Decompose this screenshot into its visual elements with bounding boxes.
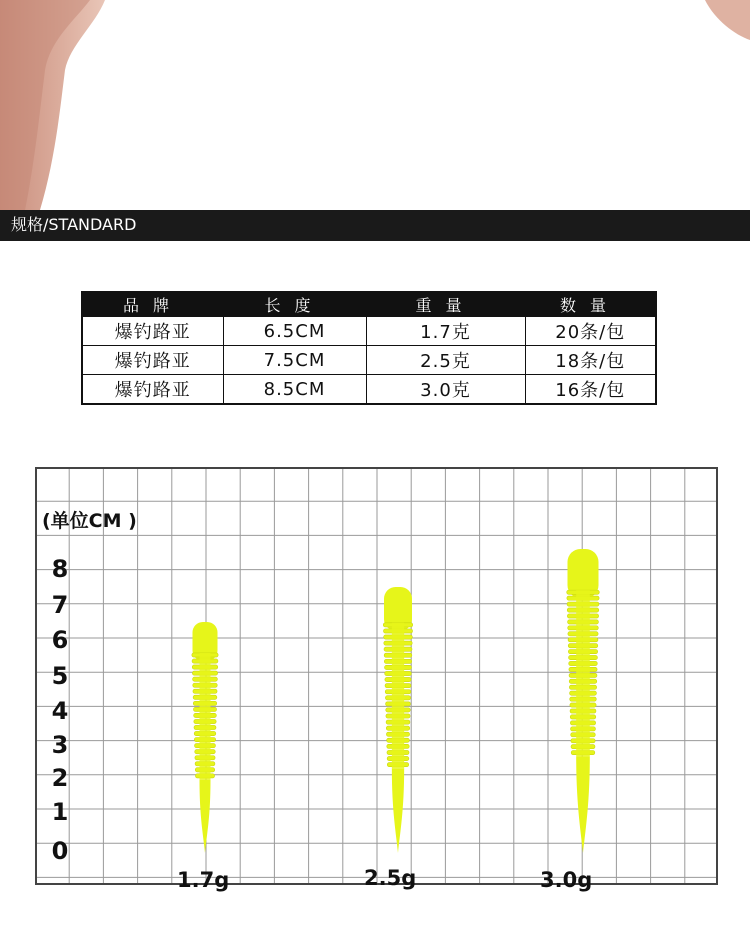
table-header-row [82, 292, 656, 317]
scale-tick-7: 7 [51, 591, 69, 619]
bait-core [392, 623, 404, 769]
bait-image-medium [370, 585, 426, 855]
cell-brand: 爆钓路亚 [82, 375, 223, 405]
bait-core [576, 590, 590, 756]
bait-image-large [552, 547, 614, 855]
bait-tail [392, 769, 404, 853]
cell-weight: 3.0克 [366, 375, 525, 405]
bait-weight-label: 1.7g [177, 868, 230, 892]
header-length: 长度 [223, 292, 366, 317]
cell-quantity: 18条/包 [525, 346, 656, 375]
bait-image-small [180, 620, 230, 855]
bait-core [200, 653, 211, 780]
cell-weight: 2.5克 [366, 346, 525, 375]
unit-label: (单位CM ) [42, 510, 137, 532]
header-quantity: 数量 [525, 292, 656, 317]
cell-brand: 爆钓路亚 [82, 346, 223, 375]
scale-tick-2: 2 [51, 764, 69, 792]
cell-length: 7.5CM [223, 346, 366, 375]
scale-tick-0: 0 [51, 837, 69, 865]
scale-tick-1: 1 [51, 798, 69, 826]
bait-tail [576, 756, 590, 853]
table-row [82, 346, 656, 375]
cell-weight: 1.7克 [366, 317, 525, 346]
bait-weight-label: 2.5g [364, 866, 417, 890]
scale-tick-8: 8 [51, 555, 69, 583]
cell-brand: 爆钓路亚 [82, 317, 223, 346]
product-photo-hands [0, 0, 750, 210]
standard-title: 规格/STANDARD [11, 215, 137, 234]
bait-tail [200, 780, 211, 853]
standard-header-bar [0, 210, 750, 241]
scale-tick-4: 4 [51, 697, 69, 725]
table-row [82, 317, 656, 346]
spec-table [81, 291, 657, 405]
bait-weight-label: 3.0g [540, 868, 593, 892]
cell-length: 8.5CM [223, 375, 366, 405]
cell-length: 6.5CM [223, 317, 366, 346]
cell-quantity: 20条/包 [525, 317, 656, 346]
cell-quantity: 16条/包 [525, 375, 656, 405]
table-row [82, 375, 656, 405]
scale-tick-5: 5 [51, 662, 69, 690]
scale-tick-3: 3 [51, 731, 69, 759]
header-weight: 重量 [366, 292, 525, 317]
scale-tick-6: 6 [51, 626, 69, 654]
header-brand: 品牌 [82, 292, 223, 317]
